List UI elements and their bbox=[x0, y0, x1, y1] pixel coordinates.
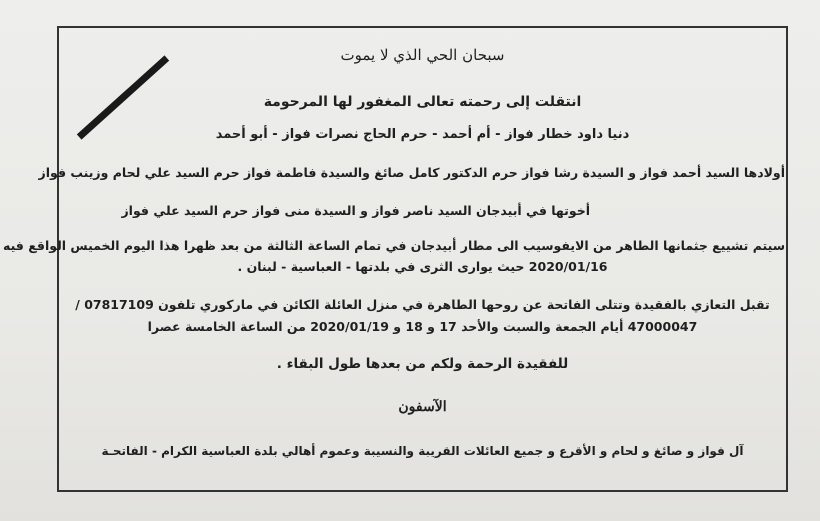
condolence-line-2: 47000047 أيام الجمعة والسبت والأحد 17 و 18 و 2020/01/19 من الساعة الخامسة عصرا bbox=[147, 319, 698, 334]
funeral-line-2: 2020/01/16 حيث يوارى الثرى في بلدتها - العباسية - لبنان . bbox=[237, 259, 608, 274]
condolence-line-1: تقبل التعازي بالفقيدة وتتلى الفاتحة عن روحها الطاهرة في منزل العائلة الكائن في ماركوري تلفون 07817109 / bbox=[75, 297, 770, 312]
prayer-line: للفقيدة الرحمة ولكم من بعدها طول البقاء . bbox=[276, 356, 569, 372]
children-line: أولادها السيد أحمد فواز و السيدة رشا فواز حرم الدكتور كامل صائغ والسيدة فاطمة فواز حرم السيد علي لحام وزينب فواز bbox=[38, 165, 785, 180]
deceased-name: دنيا داود خطار فواز - أم أحمد - حرم الحاج نصرات فواز - أبو أحمد bbox=[215, 127, 630, 142]
notice-header: سبحان الحي الذي لا يموت bbox=[340, 46, 505, 64]
siblings-line: أخوتها في أبيدجان السيد ناصر فواز و السيدة منى فواز حرم السيد علي فواز bbox=[121, 203, 590, 218]
mourners-list: آل فواز و صائغ و لحام و الأقرع و جميع العائلات القريبة والنسيبة وعموم أهالي بلدة العباسية الكرام - الفاتحـة bbox=[101, 444, 744, 458]
announcement-line: انتقلت إلى رحمته تعالى المغفور لها المرحومة bbox=[263, 94, 582, 110]
mourners-heading: الآسفون bbox=[398, 399, 447, 415]
funeral-line-1: سيتم تشييع جثمانها الطاهر من الايفوسيب الى مطار أبيدجان في تمام الساعة الثالثة من بعد ظهرا هذا اليوم الخميس الواقع فيه bbox=[3, 238, 785, 253]
